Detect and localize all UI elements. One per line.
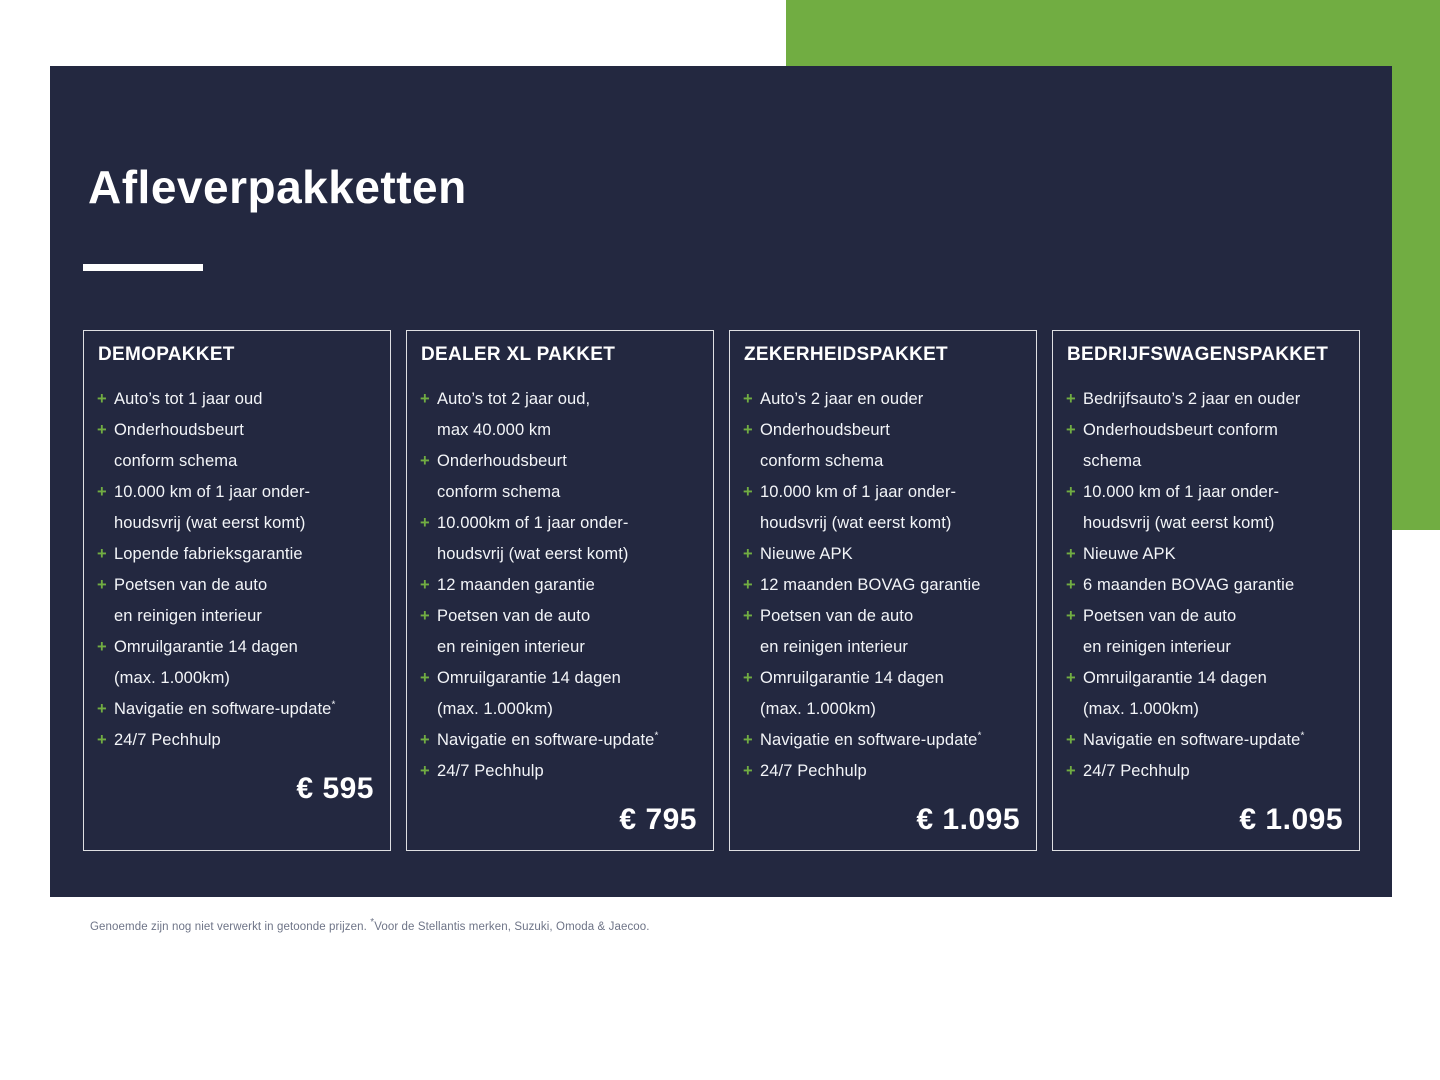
plus-icon: +: [1066, 606, 1076, 625]
feature-item: [98, 570, 376, 632]
plus-icon: +: [743, 482, 753, 501]
feature-item: [1067, 570, 1345, 601]
asterisk-marker: *: [654, 730, 659, 742]
plus-icon: +: [420, 451, 430, 470]
plus-icon: +: [1066, 482, 1076, 501]
plus-icon: +: [743, 544, 753, 563]
feature-item: [98, 415, 376, 477]
package-title: BEDRIJFSWAGENSPAKKET: [1067, 344, 1329, 365]
plus-icon: +: [1066, 668, 1076, 687]
feature-text: Omruilgarantie 14 dagen (max. 1.000km): [1083, 668, 1267, 718]
footnote: Genoemde zijn nog niet verwerkt in getoonde prijzen. *Voor de Stellantis merken, Suzuki, Omoda & Jaecoo.: [90, 917, 650, 933]
package-title: ZEKERHEIDSPAKKET: [744, 344, 948, 365]
feature-text: 24/7 Pechhulp: [760, 761, 867, 780]
feature-item: [1067, 725, 1345, 756]
package-card: [1052, 330, 1360, 851]
package-title: DEMOPAKKET: [98, 344, 235, 365]
feature-text: 10.000 km of 1 jaar onder- houdsvrij (wat eerst komt): [760, 482, 957, 532]
feature-item: [421, 725, 699, 756]
feature-item: [421, 756, 699, 787]
plus-icon: +: [420, 513, 430, 532]
plus-icon: +: [1066, 575, 1076, 594]
feature-text: Nieuwe APK: [760, 544, 853, 563]
plus-icon: +: [1066, 761, 1076, 780]
page-title: Afleverpakketten: [88, 161, 467, 213]
asterisk-marker: *: [331, 699, 336, 711]
package-price: € 1.095: [916, 802, 1020, 836]
package-price: € 1.095: [1239, 802, 1343, 836]
feature-item: [744, 384, 1022, 415]
package-price: € 795: [619, 802, 697, 836]
feature-text: 24/7 Pechhulp: [1083, 761, 1190, 780]
feature-text: Poetsen van de auto en reinigen interieur: [760, 606, 914, 656]
feature-item: [1067, 477, 1345, 539]
feature-item: [744, 756, 1022, 787]
feature-text: Poetsen van de auto en reinigen interieur: [114, 575, 268, 625]
feature-text: Poetsen van de auto en reinigen interieur: [437, 606, 591, 656]
feature-text: Navigatie en software-update*: [1083, 730, 1305, 749]
plus-icon: +: [743, 420, 753, 439]
feature-list: [744, 384, 1022, 787]
package-card: [406, 330, 714, 851]
package-card: [83, 330, 391, 851]
feature-text: Auto’s 2 jaar en ouder: [760, 389, 924, 408]
plus-icon: +: [743, 606, 753, 625]
feature-text: 12 maanden garantie: [437, 575, 595, 594]
feature-text: Poetsen van de auto en reinigen interieur: [1083, 606, 1237, 656]
feature-list: [421, 384, 699, 787]
feature-item: [421, 384, 699, 446]
plus-icon: +: [743, 761, 753, 780]
feature-text: Omruilgarantie 14 dagen (max. 1.000km): [114, 637, 298, 687]
plus-icon: +: [420, 606, 430, 625]
feature-text: 10.000 km of 1 jaar onder- houdsvrij (wat eerst komt): [114, 482, 311, 532]
feature-text: Navigatie en software-update*: [760, 730, 982, 749]
package-title: DEALER XL PAKKET: [421, 344, 616, 365]
feature-item: [1067, 756, 1345, 787]
plus-icon: +: [1066, 420, 1076, 439]
feature-item: [421, 570, 699, 601]
feature-text: Bedrijfsauto’s 2 jaar en ouder: [1083, 389, 1301, 408]
feature-item: [98, 539, 376, 570]
feature-text: 12 maanden BOVAG garantie: [760, 575, 981, 594]
package-cards-row: [83, 330, 1360, 851]
feature-list: [1067, 384, 1345, 787]
feature-item: [1067, 415, 1345, 477]
feature-item: [421, 663, 699, 725]
feature-text: Navigatie en software-update*: [114, 699, 336, 718]
feature-text: Navigatie en software-update*: [437, 730, 659, 749]
feature-item: [1067, 384, 1345, 415]
feature-item: [98, 477, 376, 539]
plus-icon: +: [420, 761, 430, 780]
feature-text: Lopende fabrieksgarantie: [114, 544, 303, 563]
feature-item: [744, 415, 1022, 477]
plus-icon: +: [97, 575, 107, 594]
feature-item: [1067, 539, 1345, 570]
feature-text: Onderhoudsbeurt conform schema: [114, 420, 244, 470]
plus-icon: +: [97, 420, 107, 439]
asterisk-marker: *: [370, 917, 375, 929]
feature-item: [421, 601, 699, 663]
plus-icon: +: [420, 389, 430, 408]
feature-item: [421, 508, 699, 570]
plus-icon: +: [97, 637, 107, 656]
plus-icon: +: [743, 575, 753, 594]
feature-item: [744, 663, 1022, 725]
plus-icon: +: [97, 699, 107, 718]
feature-text: Onderhoudsbeurt conform schema: [437, 451, 567, 501]
feature-item: [744, 477, 1022, 539]
feature-text: Auto’s tot 2 jaar oud, max 40.000 km: [437, 389, 591, 439]
feature-text: Nieuwe APK: [1083, 544, 1176, 563]
plus-icon: +: [420, 575, 430, 594]
feature-item: [744, 539, 1022, 570]
feature-text: Onderhoudsbeurt conform schema: [760, 420, 890, 470]
plus-icon: +: [97, 544, 107, 563]
feature-item: [421, 446, 699, 508]
feature-item: [98, 725, 376, 756]
feature-text: 24/7 Pechhulp: [437, 761, 544, 780]
feature-text: 10.000 km of 1 jaar onder- houdsvrij (wat eerst komt): [1083, 482, 1280, 532]
plus-icon: +: [420, 668, 430, 687]
title-underline: [83, 264, 203, 271]
plus-icon: +: [97, 482, 107, 501]
plus-icon: +: [743, 730, 753, 749]
plus-icon: +: [97, 730, 107, 749]
feature-text: Onderhoudsbeurt conform schema: [1083, 420, 1278, 470]
feature-item: [744, 601, 1022, 663]
feature-text: 10.000km of 1 jaar onder- houdsvrij (wat eerst komt): [437, 513, 629, 563]
feature-item: [98, 384, 376, 415]
feature-item: [744, 725, 1022, 756]
feature-text: Auto’s tot 1 jaar oud: [114, 389, 263, 408]
feature-item: [98, 694, 376, 725]
plus-icon: +: [1066, 389, 1076, 408]
feature-text: Omruilgarantie 14 dagen (max. 1.000km): [760, 668, 944, 718]
feature-item: [744, 570, 1022, 601]
feature-text: 6 maanden BOVAG garantie: [1083, 575, 1295, 594]
package-price: € 595: [296, 771, 374, 805]
plus-icon: +: [420, 730, 430, 749]
plus-icon: +: [1066, 730, 1076, 749]
feature-item: [1067, 601, 1345, 663]
asterisk-marker: *: [1300, 730, 1305, 742]
plus-icon: +: [97, 389, 107, 408]
asterisk-marker: *: [977, 730, 982, 742]
feature-list: [98, 384, 376, 756]
plus-icon: +: [743, 668, 753, 687]
feature-text: 24/7 Pechhulp: [114, 730, 221, 749]
feature-text: Omruilgarantie 14 dagen (max. 1.000km): [437, 668, 621, 718]
package-card: [729, 330, 1037, 851]
plus-icon: +: [1066, 544, 1076, 563]
plus-icon: +: [743, 389, 753, 408]
packages-panel: [50, 66, 1392, 897]
feature-item: [1067, 663, 1345, 725]
feature-item: [98, 632, 376, 694]
